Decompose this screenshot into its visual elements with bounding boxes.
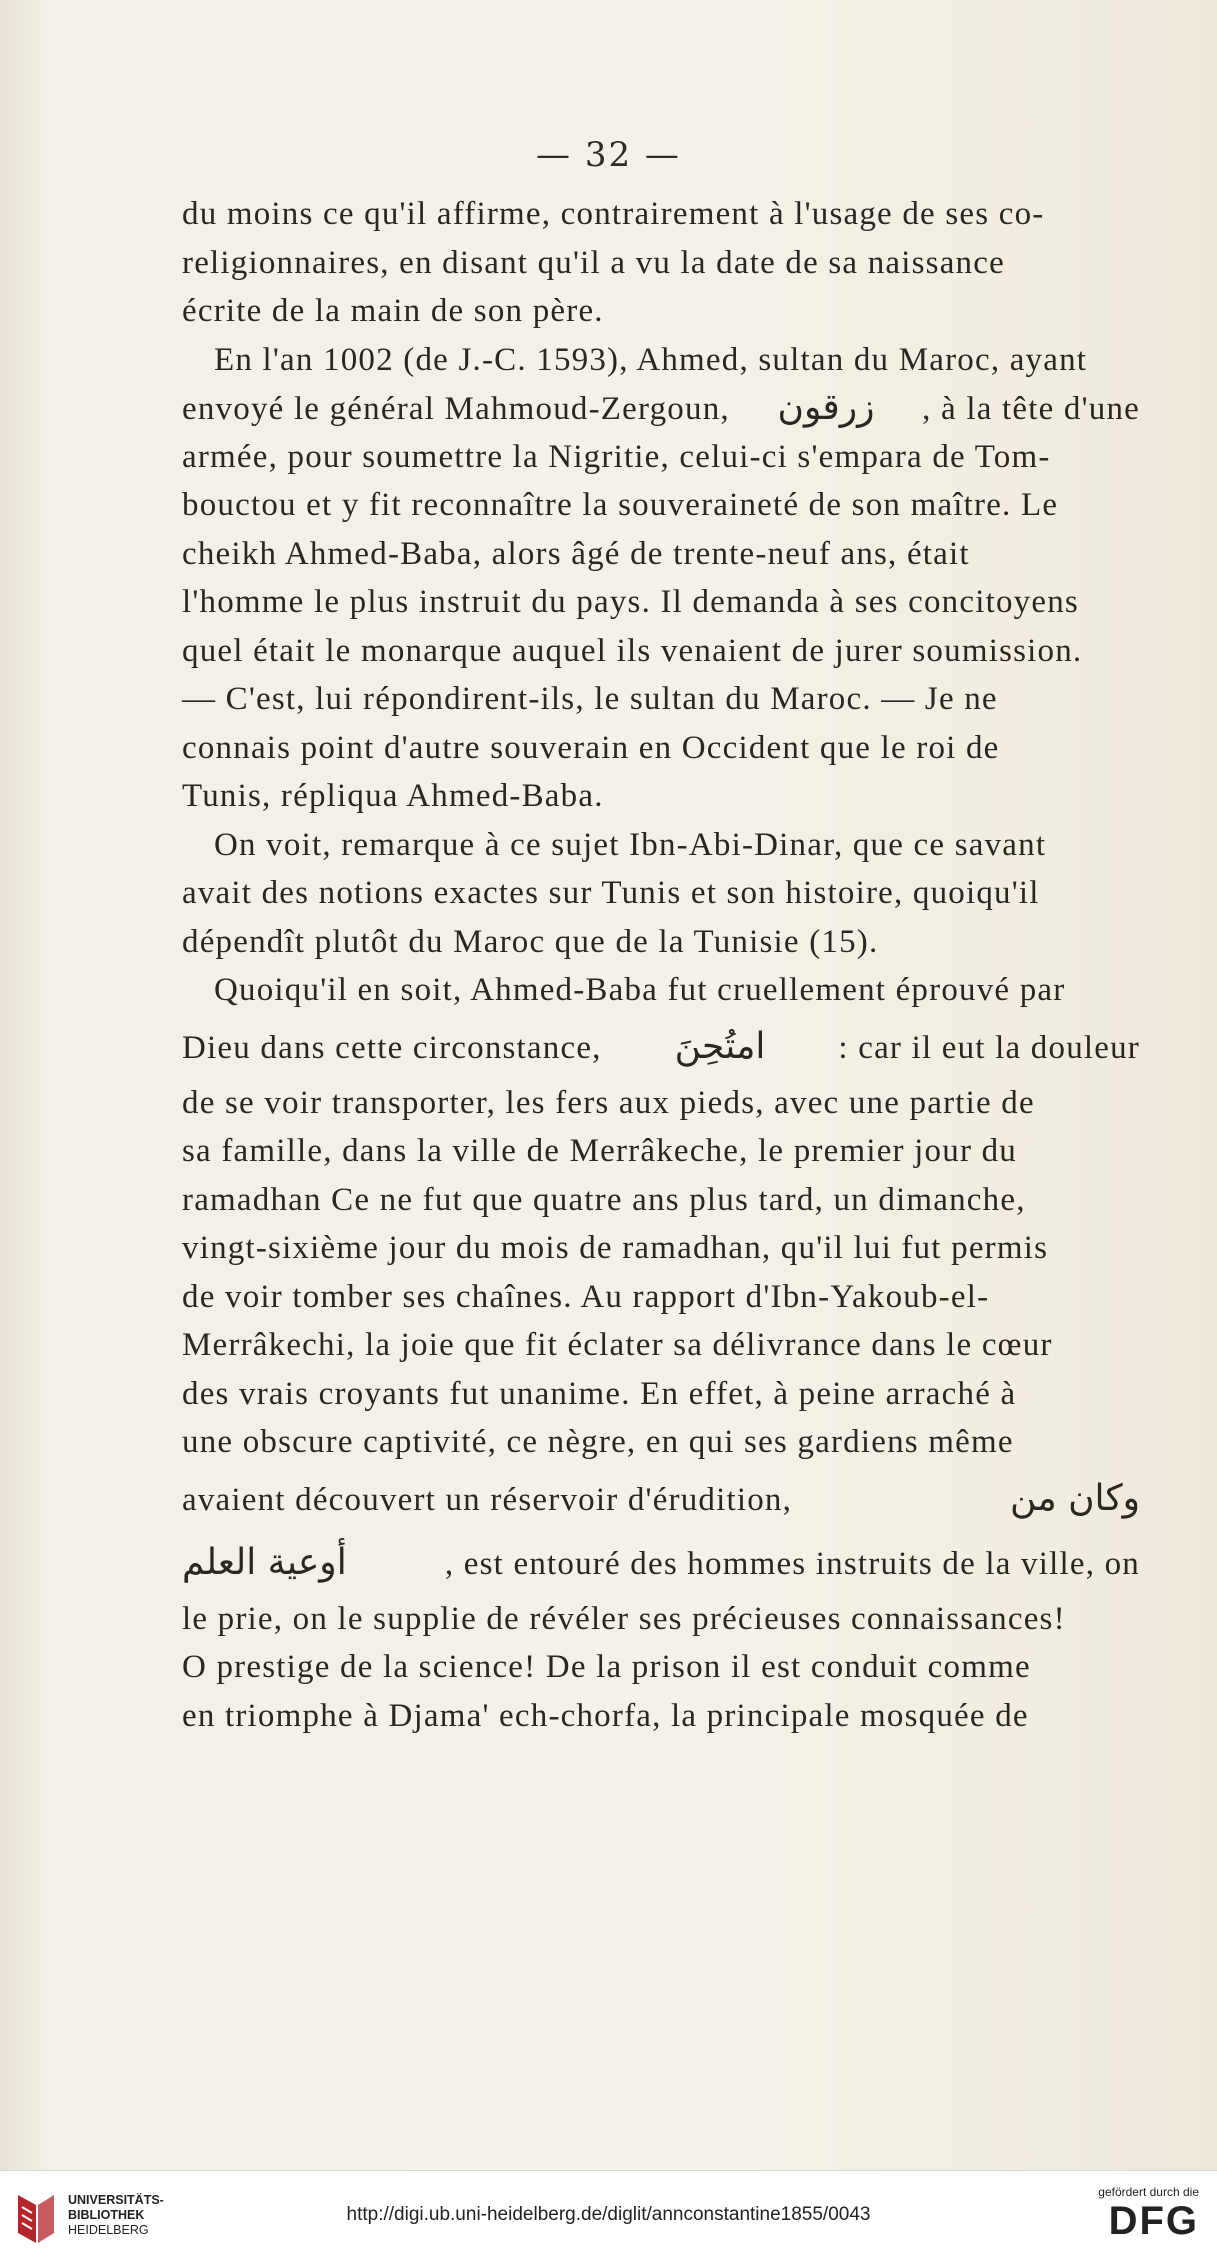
text-line: en triomphe à Djama' ech-chorfa, la principale mosquée de [182, 1697, 1029, 1734]
text-line: En l'an 1002 (de J.-C. 1593), Ahmed, sultan du Maroc, ayant [214, 341, 1088, 378]
text-line: bouctou et y fit reconnaître la souveraineté de son maître. Le [182, 487, 1059, 523]
sponsor-block [1098, 2185, 1199, 2243]
text-line: Dieu dans cette circonstance, امتُحِنَ : car il eut la douleur [182, 1015, 1140, 1079]
text-line: sa famille, dans la ville de Merrâkeche, le premier jour du [182, 1133, 1017, 1169]
text-line: dépendît plutôt du Maroc que de la Tunisie (15). [182, 923, 879, 960]
page-number: — 32 — [536, 135, 681, 175]
text-line: du moins ce qu'il affirme, contrairement à l'usage de ses co- [182, 196, 1045, 232]
institution-name: UNIVERSITÄTS- BIBLIOTHEK HEIDELBERG [68, 2193, 164, 2237]
text-line: avaient découvert un réservoir d'érudition, وكان من [182, 1467, 1140, 1531]
text-line: quel était le monarque auquel ils venaient de jurer soumission. [182, 632, 1083, 669]
arabic-term: امتُحِنَ [674, 1025, 766, 1067]
text-line: armée, pour soumettre la Nigritie, celui-ci s'empara de Tom- [182, 438, 1051, 475]
arabic-term: زرقون [777, 387, 875, 428]
text-line: — C'est, lui répondirent-ils, le sultan du Maroc. — Je ne [182, 681, 998, 717]
text-line: Merrâkechi, la joie que fit éclater sa délivrance dans le cœur [182, 1327, 1053, 1363]
arabic-term: وكان من [1009, 1477, 1140, 1519]
text-line: ramadhan Ce ne fut que quatre ans plus tard, un dimanche, [182, 1181, 1026, 1218]
viewer-footer [0, 2170, 1217, 2263]
text-line: l'homme le plus instruit du pays. Il demanda à ses concitoyens [182, 584, 1079, 620]
arabic-term: أوعية العلم [182, 1541, 347, 1583]
text-line: vingt-sixième jour du mois de ramadhan, qu'il lui fut permis [182, 1230, 1049, 1266]
text-line: avait des notions exactes sur Tunis et son histoire, quoiqu'il [182, 875, 1040, 911]
text-line: une obscure captivité, ce nègre, en qui ses gardiens même [182, 1424, 1014, 1460]
text-line: Quoiqu'il en soit, Ahmed-Baba fut cruellement éprouvé par [214, 972, 1066, 1008]
dfg-logo: DFG [1108, 2199, 1199, 2243]
text-line: écrite de la main de son père. [182, 293, 604, 329]
text-line: cheikh Ahmed-Baba, alors âgé de trente-neuf ans, était [182, 535, 970, 572]
text-line: religionnaires, en disant qu'il a vu la date de sa naissance [182, 244, 1005, 281]
text-line: de voir tomber ses chaînes. Au rapport d'Ibn-Yakoub-el- [182, 1278, 990, 1315]
text-line: le prie, on le supplie de révéler ses précieuses connaissances! [182, 1600, 1066, 1637]
text-line: Tunis, répliqua Ahmed-Baba. [182, 778, 604, 814]
text-line: de se voir transporter, les fers aux pieds, avec une partie de [182, 1084, 1035, 1121]
text-line: des vrais croyants fut unanime. En effet, à peine arraché à [182, 1375, 1017, 1412]
sponsor-label: gefördert durch die [1098, 2185, 1199, 2199]
text-line: On voit, remarque à ce sujet Ibn-Abi-Dinar, que ce savant [214, 826, 1047, 863]
text-line: envoyé le général Mahmoud-Zergoun, زرقون , à la tête d'une [182, 384, 1140, 433]
text-line: أوعية العلم , est entouré des hommes instruits de la ville, on [182, 1531, 1140, 1595]
text-line: connais point d'autre souverain en Occident que le roi de [182, 729, 1000, 766]
text-line: O prestige de la science! De la prison il est conduit comme [182, 1649, 1031, 1685]
permalink-url[interactable]: http://digi.ub.uni-heidelberg.de/diglit/annconstantine1855/0043 [346, 2204, 871, 2225]
body-text [182, 190, 1140, 1740]
